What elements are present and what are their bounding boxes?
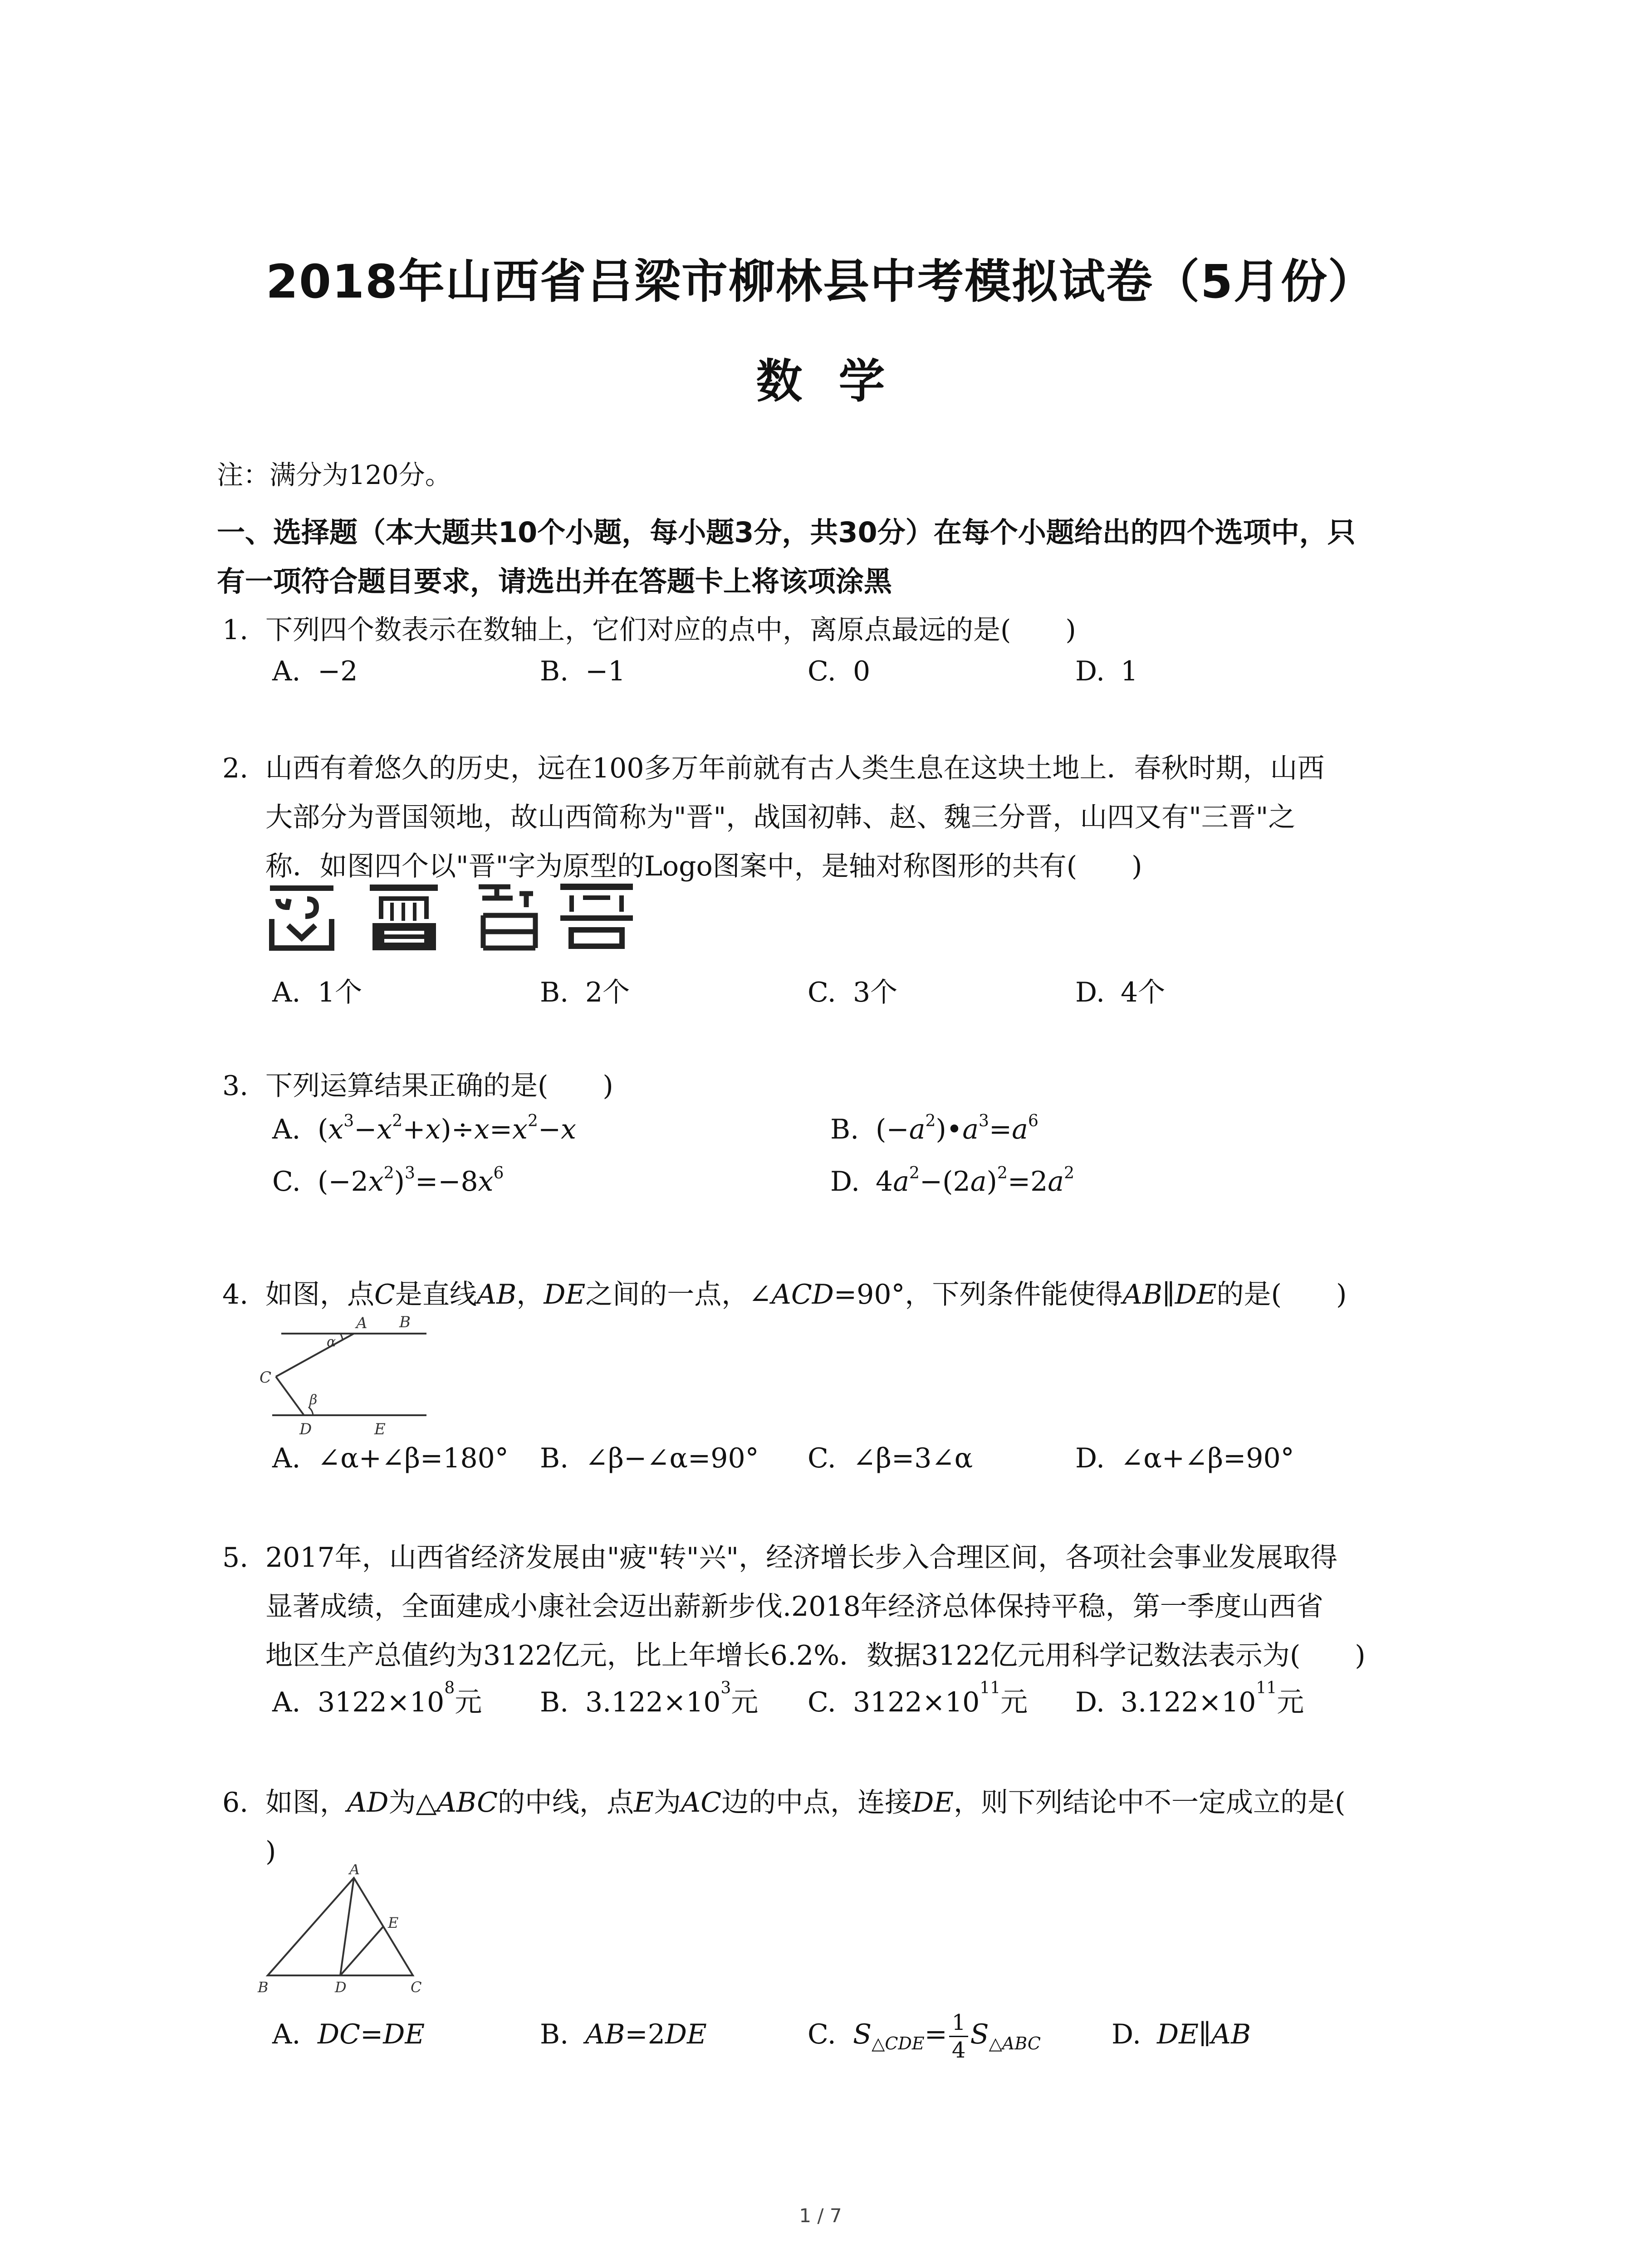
figure-triangle [254, 1864, 436, 1996]
question-text-line: ) [265, 1836, 276, 1867]
option-label: B. [540, 1442, 569, 1474]
option-b[interactable] [540, 1442, 759, 1474]
option-a[interactable]: A. $3122\times 10^8$元 [272, 1679, 482, 1718]
option-label: B. [540, 977, 569, 1008]
question-3 [222, 1061, 1456, 1110]
question-number: 2. [222, 753, 249, 784]
option-b[interactable]: B. AB=2DE [540, 2019, 707, 2050]
option-d[interactable]: D. $4a^2-(2a)^2=2a^2$ [830, 1164, 1074, 1198]
option-a[interactable] [272, 655, 358, 687]
option-label: B. [830, 1114, 859, 1145]
option-text: ∠α+∠β=90° [1121, 1442, 1294, 1474]
question-2 [222, 744, 1456, 891]
question-number: 5. [222, 1542, 249, 1574]
question-text: 下列运算结果正确的是( ) [265, 1070, 613, 1102]
question-text-line: 显著成绩，全面建成小康社会迈出薪新步伐.2018年经济总体保持平稳，第一季度山西省 [265, 1591, 1323, 1623]
option-label: A. [272, 1442, 301, 1474]
question-5 [222, 1533, 1456, 1680]
label-d: D [299, 1420, 312, 1438]
label-a: A [349, 1864, 360, 1878]
option-text: 1个 [318, 977, 362, 1008]
option-label: D. [1075, 1686, 1105, 1718]
option-c[interactable] [808, 1442, 973, 1474]
score-note: 注：满分为120分。 [217, 459, 451, 490]
jin-logo-2 [370, 885, 438, 950]
question-number: 6. [222, 1787, 249, 1818]
section-heading-line: 有一项符合题目要求，请选出并在答题卡上将该项涂黑 [217, 565, 892, 598]
option-text: −2 [318, 655, 358, 687]
question-text-line: 2017年，山西省经济发展由"疲"转"兴"，经济增长步入合理区间，各项社会事业发展取得 [265, 1542, 1338, 1574]
option-label: C. [272, 1166, 301, 1198]
option-b[interactable]: B. $3.122\times 10^3$元 [540, 1679, 759, 1718]
median-ad [340, 1878, 354, 1975]
section-heading-line: 一、选择题（本大题共10个小题，每小题3分，共30分）在每个小题给出的四个选项中，只 [217, 516, 1356, 549]
label-beta: β [309, 1392, 318, 1408]
option-text: ∠β=3∠α [853, 1442, 973, 1474]
option-a[interactable]: A. DC=DE [272, 2019, 425, 2050]
label-d: D [335, 1979, 347, 1996]
label-c: C [411, 1979, 422, 1996]
option-label: C. [808, 977, 836, 1008]
option-a[interactable] [272, 1442, 509, 1474]
option-label: C. [808, 1442, 836, 1474]
option-d[interactable]: D. DE∥AB [1112, 2019, 1251, 2050]
option-d[interactable]: D. $3.122\times 10^{11}$元 [1075, 1679, 1304, 1718]
question-text-line: 称．如图四个以"晋"字为原型的Logo图案中，是轴对称图形的共有( ) [265, 850, 1142, 882]
option-label: B. [540, 655, 569, 687]
option-c[interactable] [808, 655, 870, 687]
segment-cd [276, 1377, 304, 1415]
page-number: 1 / 7 [799, 2204, 842, 2227]
option-label: B. [540, 1686, 569, 1718]
label-b: B [399, 1313, 411, 1331]
label-e: E [388, 1914, 399, 1931]
question-6 [222, 1778, 1456, 1876]
option-a[interactable] [272, 971, 362, 1010]
jin-logo-3 [479, 887, 535, 948]
option-text: ∠α+∠β=180° [318, 1442, 509, 1474]
question-number: 4. [222, 1279, 249, 1310]
question-number: 1. [222, 614, 249, 646]
question-text: 下列四个数表示在数轴上，它们对应的点中，离原点最远的是( ) [265, 614, 1076, 646]
question-text-line: 地区生产总值约为3122亿元，比上年增长6.2%．数据3122亿元用科学记数法表示为( ) [265, 1640, 1366, 1672]
subject-heading: 数学 [756, 355, 921, 409]
label-e: E [374, 1420, 386, 1438]
option-b[interactable] [540, 971, 630, 1010]
label-a: A [356, 1314, 367, 1332]
option-b[interactable] [540, 655, 625, 687]
option-label: A. [272, 1114, 301, 1145]
option-text: 1 [1121, 655, 1138, 687]
jin-logo-images [265, 880, 637, 957]
option-c[interactable] [808, 971, 897, 1010]
option-text: 0 [853, 655, 871, 687]
question-text: 如图，点C是直线AB，DE之间的一点，∠ACD=90°，下列条件能使得AB∥DE的是( ) [265, 1279, 1347, 1310]
option-label: C. [808, 655, 836, 687]
option-c[interactable]: C. $(-2x^2)^3=-8x^6$ [272, 1164, 504, 1198]
jin-logo-4 [560, 884, 633, 949]
segment-ac [276, 1334, 354, 1377]
section-heading [217, 508, 1442, 606]
option-label: A. [272, 1686, 301, 1718]
option-label: D. [830, 1166, 860, 1198]
option-c[interactable]: C. $3122\times 10^{11}$元 [808, 1679, 1028, 1718]
option-b[interactable]: B. $(-a^2)•a^3=a^6$ [830, 1112, 1038, 1145]
question-text-line: 大部分为晋国领地，故山西简称为"晋"，战国初韩、赵、魏三分晋，山四又有"三晋"之 [265, 802, 1296, 833]
question-text-line: 山西有着悠久的历史，远在100多万年前就有古人类生息在这块土地上．春秋时期，山西 [265, 753, 1325, 784]
page-title: 2018年山西省吕梁市柳林县中考模拟试卷（5月份） [266, 255, 1375, 309]
option-label: B. [540, 2019, 569, 2050]
option-label: A. [272, 2019, 301, 2050]
figure-parallel-lines [254, 1311, 445, 1438]
option-label: C. [808, 2019, 836, 2051]
option-text: 2个 [585, 977, 630, 1008]
option-label: C. [808, 1686, 836, 1718]
option-label: A. [272, 977, 301, 1008]
option-text: 4个 [1121, 977, 1166, 1008]
option-label: D. [1112, 2019, 1141, 2050]
option-label: D. [1075, 1442, 1105, 1474]
question-text-line: 如图，AD为△ABC的中线，点E为AC边的中点，连接DE，则下列结论中不一定成立的是( [265, 1787, 1346, 1818]
option-d[interactable] [1075, 1442, 1294, 1474]
option-a[interactable]: A. $(x^3-x^2+x)\div x=x^2-x$ [272, 1112, 577, 1145]
label-b: B [258, 1979, 269, 1996]
option-label: A. [272, 655, 301, 687]
option-c[interactable]: C. $S_{\triangle CDE}=$ $\frac{1}{4}$ $S_{\triangle ABC}$ [808, 2010, 1041, 2063]
label-c: C [260, 1369, 272, 1387]
jin-logo-1 [270, 888, 333, 948]
option-label: D. [1075, 655, 1105, 687]
question-1 [222, 606, 1456, 655]
option-d[interactable] [1075, 655, 1138, 687]
option-text: ∠β−∠α=90° [585, 1442, 759, 1474]
option-text: −1 [585, 655, 626, 687]
option-text: 3个 [853, 977, 898, 1008]
label-alpha: α [327, 1334, 336, 1350]
option-d[interactable] [1075, 971, 1165, 1010]
question-number: 3. [222, 1070, 249, 1102]
option-label: D. [1075, 977, 1105, 1008]
